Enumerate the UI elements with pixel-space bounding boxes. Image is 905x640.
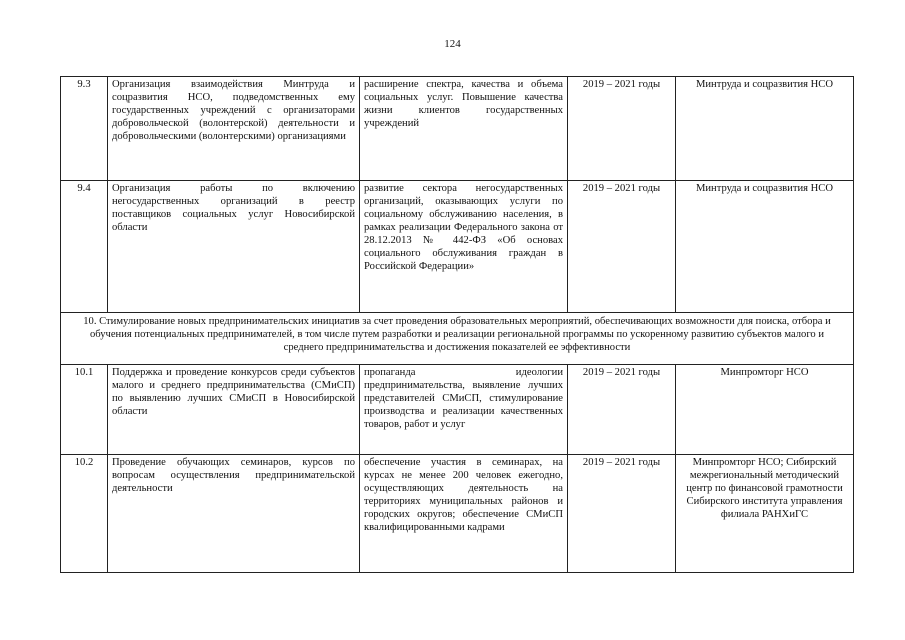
table-row: [61, 77, 854, 181]
executor-cell: Минпромторг НСО; Сибирский межрегиональный методический центр по финансовой грамотности Сибирского института управления филиала РАНХиГС: [676, 455, 854, 573]
measures-table: [60, 76, 854, 573]
row-number: 9.3: [61, 77, 108, 181]
page-number: 124: [444, 38, 461, 50]
table-row: [61, 455, 854, 573]
period-cell: 2019 – 2021 годы: [568, 455, 676, 573]
action-cell: Поддержка и проведение конкурсов среди субъектов малого и среднего предпринимательства (СМиСП) по выявлению лучших СМиСП в Новосибирской области: [108, 365, 360, 455]
period-cell: 2019 – 2021 годы: [568, 181, 676, 313]
section-header-row: [61, 313, 854, 365]
action-cell: Проведение обучающих семинаров, курсов по вопросам осуществления предпринимательской деятельности: [108, 455, 360, 573]
table-row: [61, 365, 854, 455]
table-row: [61, 181, 854, 313]
period-cell: 2019 – 2021 годы: [568, 77, 676, 181]
period-cell: 2019 – 2021 годы: [568, 365, 676, 455]
action-cell: Организация работы по включению негосударственных организаций в реестр поставщиков социальных услуг Новосибирской области: [108, 181, 360, 313]
executor-cell: Минпромторг НСО: [676, 365, 854, 455]
result-cell: пропаганда идеологии предпринимательства, выявление лучших представителей СМиСП, стимулирование производства и реализации качественных товаров, работ и услуг: [360, 365, 568, 455]
action-cell: Организация взаимодействия Минтруда и соцразвития НСО, подведомственных ему государственных учреждений с организаторами добровольческой (волонтерской) деятельности и добровольческими (волонтерскими) организациями: [108, 77, 360, 181]
result-cell: развитие сектора негосударственных организаций, оказывающих услуги по социальному обслуживанию населения, в рамках реализации Федерального закона от 28.12.2013 № 442-ФЗ «Об основах социального обслуживания граждан в Российской Федерации»: [360, 181, 568, 313]
row-number: 10.1: [61, 365, 108, 455]
result-cell: расширение спектра, качества и объема социальных услуг. Повышение качества жизни клиентов государственных учреждений: [360, 77, 568, 181]
row-number: 9.4: [61, 181, 108, 313]
row-number: 10.2: [61, 455, 108, 573]
executor-cell: Минтруда и соцразвития НСО: [676, 181, 854, 313]
executor-cell: Минтруда и соцразвития НСО: [676, 77, 854, 181]
result-cell: обеспечение участия в семинарах, на курсах не менее 200 человек ежегодно, осуществляющих деятельность на территориях муниципальных районов и городских округов; обеспечение СМиСП квалифицированными кадрами: [360, 455, 568, 573]
section-title: 10. Стимулирование новых предпринимательских инициатив за счет проведения образовательных мероприятий, обеспечивающих возможности для поиска, отбора и обучения потенциальных предпринимателей, в том числе путем разработки и реализации региональной программы по ускоренному развитию субъектов малого и среднего предпринимательства и достижения показателей ее эффективности: [61, 313, 854, 365]
